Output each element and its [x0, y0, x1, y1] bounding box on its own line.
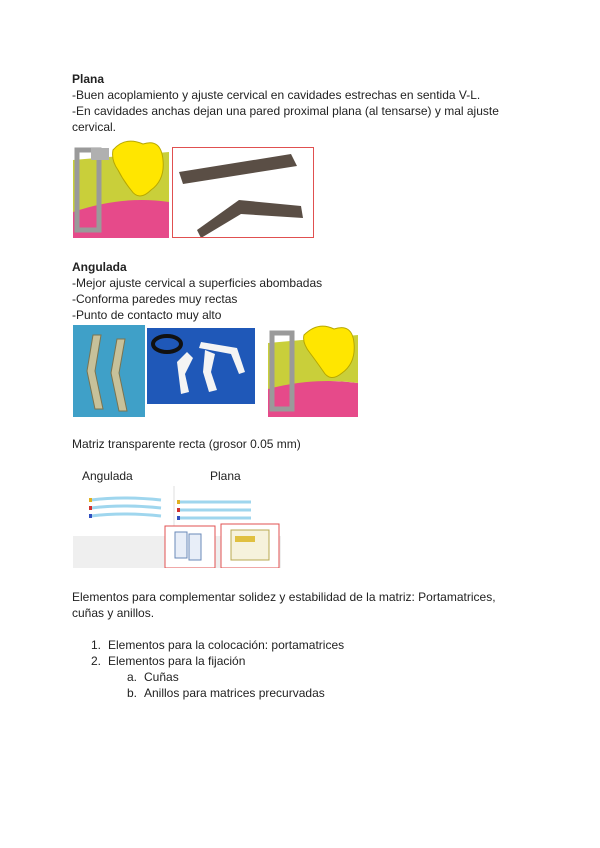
transparente-text: Matriz transparente recta (grosor 0.05 mm) — [72, 437, 301, 451]
angulada-line-1: -Mejor ajuste cervical a superficies abombadas — [72, 276, 323, 290]
plana-matrix-bands — [172, 147, 314, 238]
label-plana: Plana — [210, 469, 241, 483]
elementos-intro-1: Elementos para complementar solidez y estabilidad de la matriz: Portamatrices, — [72, 590, 496, 604]
list-item-2: Elementos para la fijación — [108, 654, 246, 668]
angulada-line-2: -Conforma paredes muy rectas — [72, 292, 238, 306]
sublist-marker-b: b. — [127, 686, 138, 700]
sublist-item-b: Anillos para matrices precurvadas — [144, 686, 325, 700]
heading-angulada: Angulada — [72, 260, 127, 274]
angulada-line-3: -Punto de contacto muy alto — [72, 308, 222, 322]
sublist-marker-a: a. — [127, 670, 138, 684]
plana-tooth-illustration — [73, 140, 169, 238]
elementos-intro-2: cuñas y anillos. — [72, 606, 155, 620]
plana-line-2: -En cavidades anchas dejan una pared proximal plana (al tensarse) y mal ajuste — [72, 104, 499, 118]
angulada-metal-bands — [73, 325, 145, 417]
sublist-item-a: Cuñas — [144, 670, 179, 684]
label-angulada: Angulada — [82, 469, 133, 483]
list-item-1: Elementos para la colocación: portamatrices — [108, 638, 345, 652]
transparent-matrix-photos — [73, 486, 281, 568]
list-marker-1: 1. — [91, 638, 102, 652]
heading-plana: Plana — [72, 72, 105, 86]
plana-line-1: -Buen acoplamiento y ajuste cervical en cavidades estrechas en sentida V-L. — [72, 88, 481, 102]
list-marker-2: 2. — [91, 654, 102, 668]
plana-line-3: cervical. — [72, 120, 117, 134]
angulada-white-matrices — [147, 328, 255, 404]
angulada-tooth-illustration — [268, 325, 358, 417]
